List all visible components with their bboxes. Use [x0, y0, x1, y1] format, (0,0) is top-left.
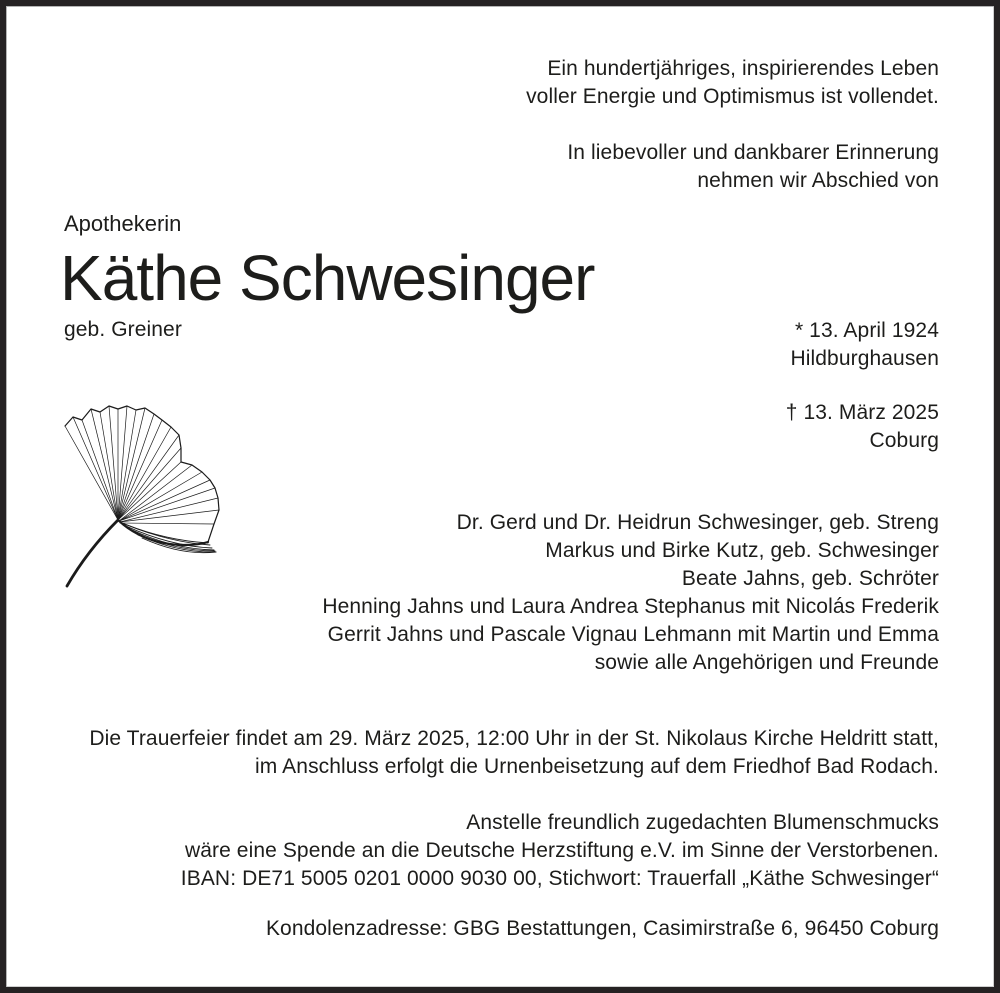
donation-line: wäre eine Spende an die Deutsche Herzstiftung e.V. im Sinne der Verstorbenen. — [184, 839, 939, 862]
intro-line: nehmen wir Abschied von — [697, 169, 939, 192]
mourner-line: Henning Jahns und Laura Andrea Stephanus mit Nicolás Frederik — [322, 595, 939, 618]
intro-line: In liebevoller und dankbarer Erinnerung — [567, 141, 939, 164]
intro-paragraph-2 — [526, 139, 939, 195]
mourner-line: Gerrit Jahns und Pascale Vignau Lehmann mit Martin und Emma — [327, 623, 939, 646]
funeral-line: Die Trauerfeier findet am 29. März 2025, 12:00 Uhr in der St. Nikolaus Kirche Heldritt statt, — [89, 727, 939, 750]
birth-group — [786, 317, 939, 373]
death-date: † 13. März 2025 — [785, 401, 939, 424]
mourner-line: Beate Jahns, geb. Schröter — [681, 567, 939, 590]
intro-text — [526, 55, 939, 195]
condolence-address: Kondolenzadresse: GBG Bestattungen, Casimirstraße 6, 96450 Coburg — [265, 917, 939, 940]
deceased-name: Käthe Schwesinger — [60, 242, 595, 314]
donation-line: IBAN: DE71 5005 0201 0000 9030 00, Stichwort: Trauerfall „Käthe Schwesinger“ — [180, 867, 939, 890]
intro-line: Ein hundertjähriges, inspirierendes Leben — [547, 57, 939, 80]
mourner-line: sowie alle Angehörigen und Freunde — [594, 651, 939, 674]
ginkgo-leaf-icon — [42, 392, 252, 602]
donation-info — [181, 809, 939, 893]
mourners-list — [322, 509, 939, 677]
intro-paragraph-1 — [526, 55, 939, 111]
death-place: Coburg — [869, 429, 939, 452]
mourner-line: Markus und Birke Kutz, geb. Schwesinger — [545, 539, 939, 562]
maiden-name: geb. Greiner — [64, 318, 182, 341]
mourner-line: Dr. Gerd und Dr. Heidrun Schwesinger, geb. Streng — [456, 511, 939, 534]
intro-line: voller Energie und Optimismus ist vollendet. — [526, 85, 939, 108]
birth-place: Hildburghausen — [790, 347, 939, 370]
birth-date: * 13. April 1924 — [794, 319, 939, 342]
death-group — [786, 399, 939, 455]
funeral-info — [89, 725, 939, 781]
funeral-line: im Anschluss erfolgt die Urnenbeisetzung auf dem Friedhof Bad Rodach. — [255, 755, 939, 778]
profession-label: Apothekerin — [64, 211, 182, 236]
donation-line: Anstelle freundlich zugedachten Blumenschmucks — [466, 811, 939, 834]
life-dates — [786, 317, 939, 455]
